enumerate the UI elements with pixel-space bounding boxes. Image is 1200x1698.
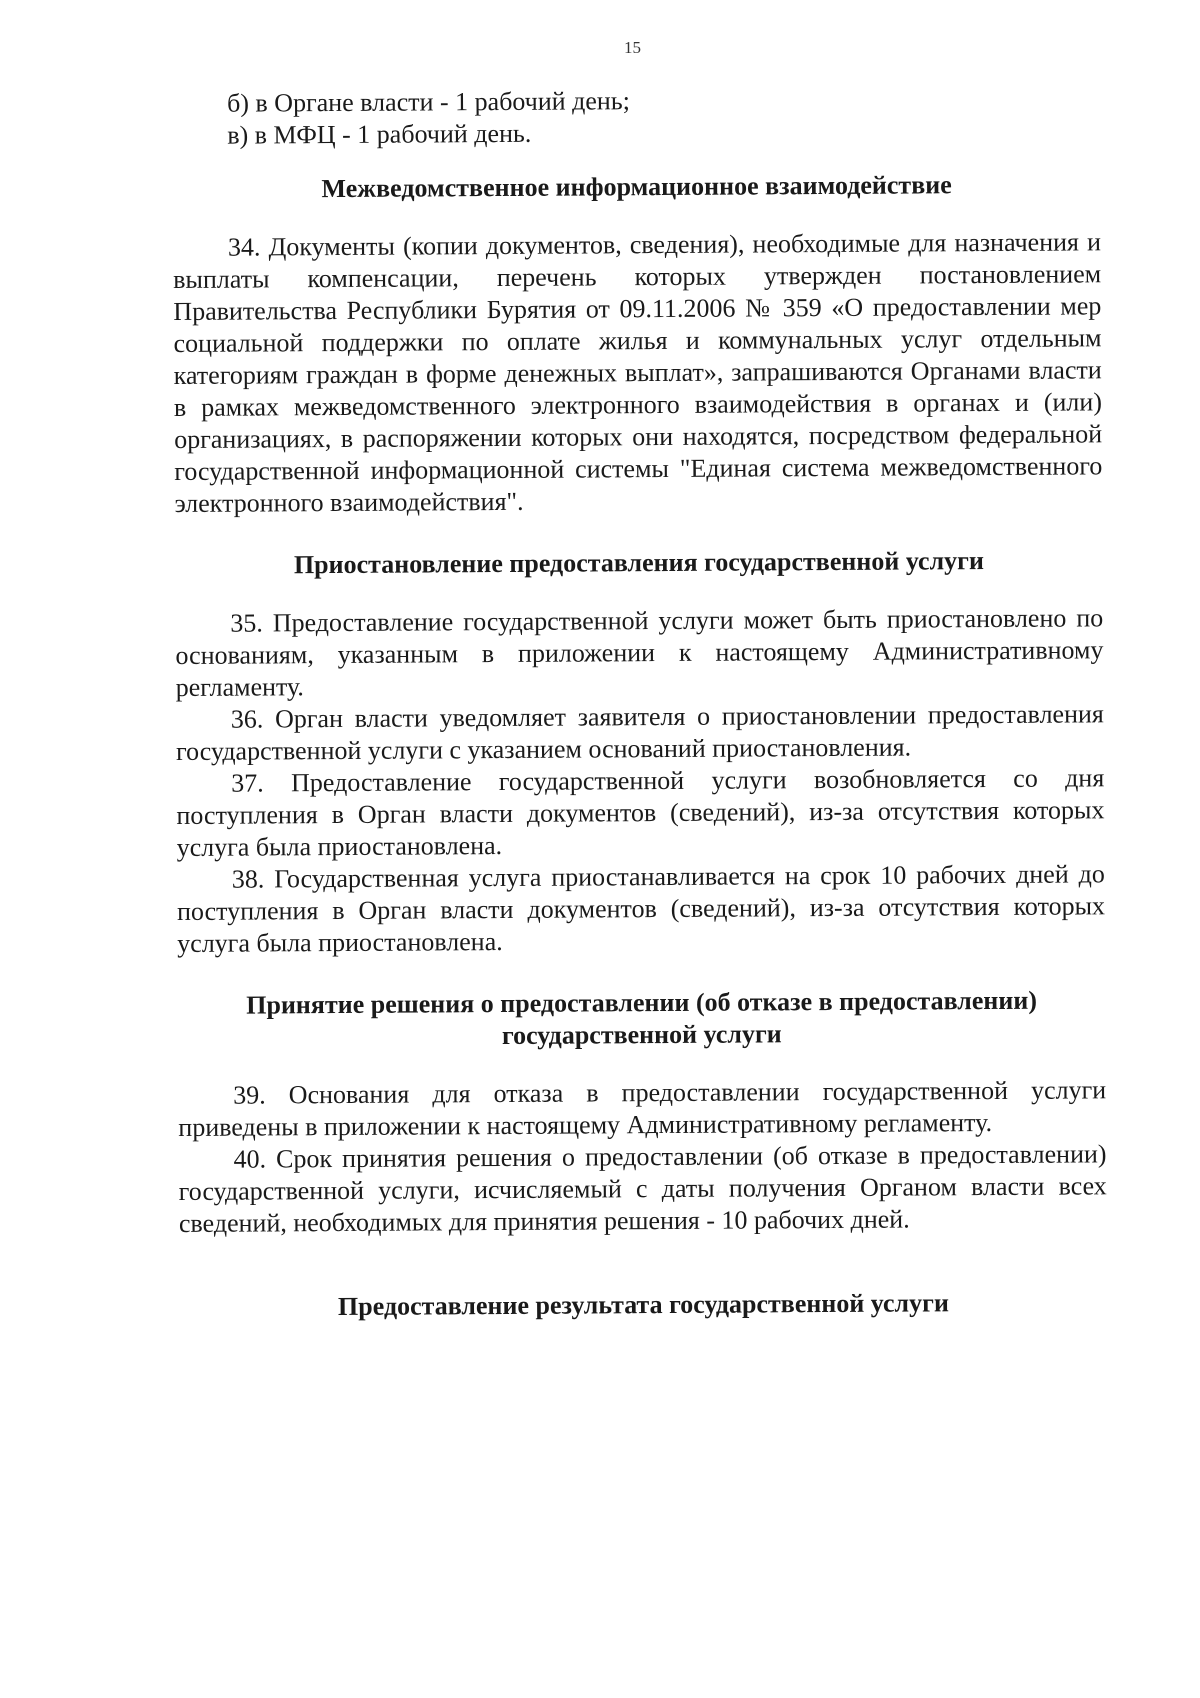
paragraph-37: 37. Предоставление государственной услуги возобновляется со дня поступления в Орган власти документов (сведений), из-за отсутствия которых услуга была приостановлена.: [176, 763, 1105, 862]
page-number: 15: [624, 38, 641, 57]
list-item-v: в) в МФЦ - 1 рабочий день.: [227, 118, 532, 150]
paragraph-40: 40. Срок принятия решения о предоставлении (об отказе в предоставлении) государственной услуги, исчисляемый с даты получения Органом власти всех сведений, необходимых для принятия решения - 10 рабочих дней.: [178, 1139, 1107, 1238]
paragraph-38: 38. Государственная услуга приостанавливается на срок 10 рабочих дней до поступления в Орган власти документов (сведений), из-за отсутствия которых услуга была приостановлена.: [176, 859, 1106, 958]
paragraph-39: 39. Основания для отказа в предоставлении государственной услуги приведены в приложении к настоящему Административному регламенту.: [178, 1075, 1107, 1142]
section-heading-result: Предоставление результата государственной услуги: [337, 1288, 949, 1322]
section-heading-decision-line1: Принятие решения о предоставлении (об отказе в предоставлении): [246, 985, 1038, 1020]
section-heading-interagency: Межведомственное информационное взаимодействие: [321, 170, 952, 204]
section-heading-decision-line2: государственной услуги: [501, 1019, 782, 1051]
paragraph-35: 35. Предоставление государственной услуги может быть приостановлено по основаниям, указанным в приложении к настоящему Административному регламенту.: [175, 603, 1104, 702]
document-body: [172, 82, 1108, 1324]
section-heading-suspension: Приостановление предоставления государственной услуги: [293, 546, 984, 580]
paragraph-36: 36. Орган власти уведомляет заявителя о приостановлении предоставления государственной услуги с указанием оснований приостановления.: [175, 699, 1104, 766]
list-item-b: б) в Органе власти - 1 рабочий день;: [227, 86, 630, 118]
paragraph-34: 34. Документы (копии документов, сведения), необходимые для назначения и выплаты компенсации, перечень которых утвержден постановлением Правительства Республики Бурятия от 09.11.2006 № 359 «О предоставлении мер социальной поддержки по оплате жилья и коммунальных услуг отдельным категориям граждан в форме денежных выплат», запрашиваются Органами власти в рамках межведомственного электронного взаимодействия в органах и (или) организациях, в распоряжении которых они находятся, посредством федеральной государственной информационной системы "Единая система межведомственного электронного взаимодействия".: [173, 227, 1103, 518]
